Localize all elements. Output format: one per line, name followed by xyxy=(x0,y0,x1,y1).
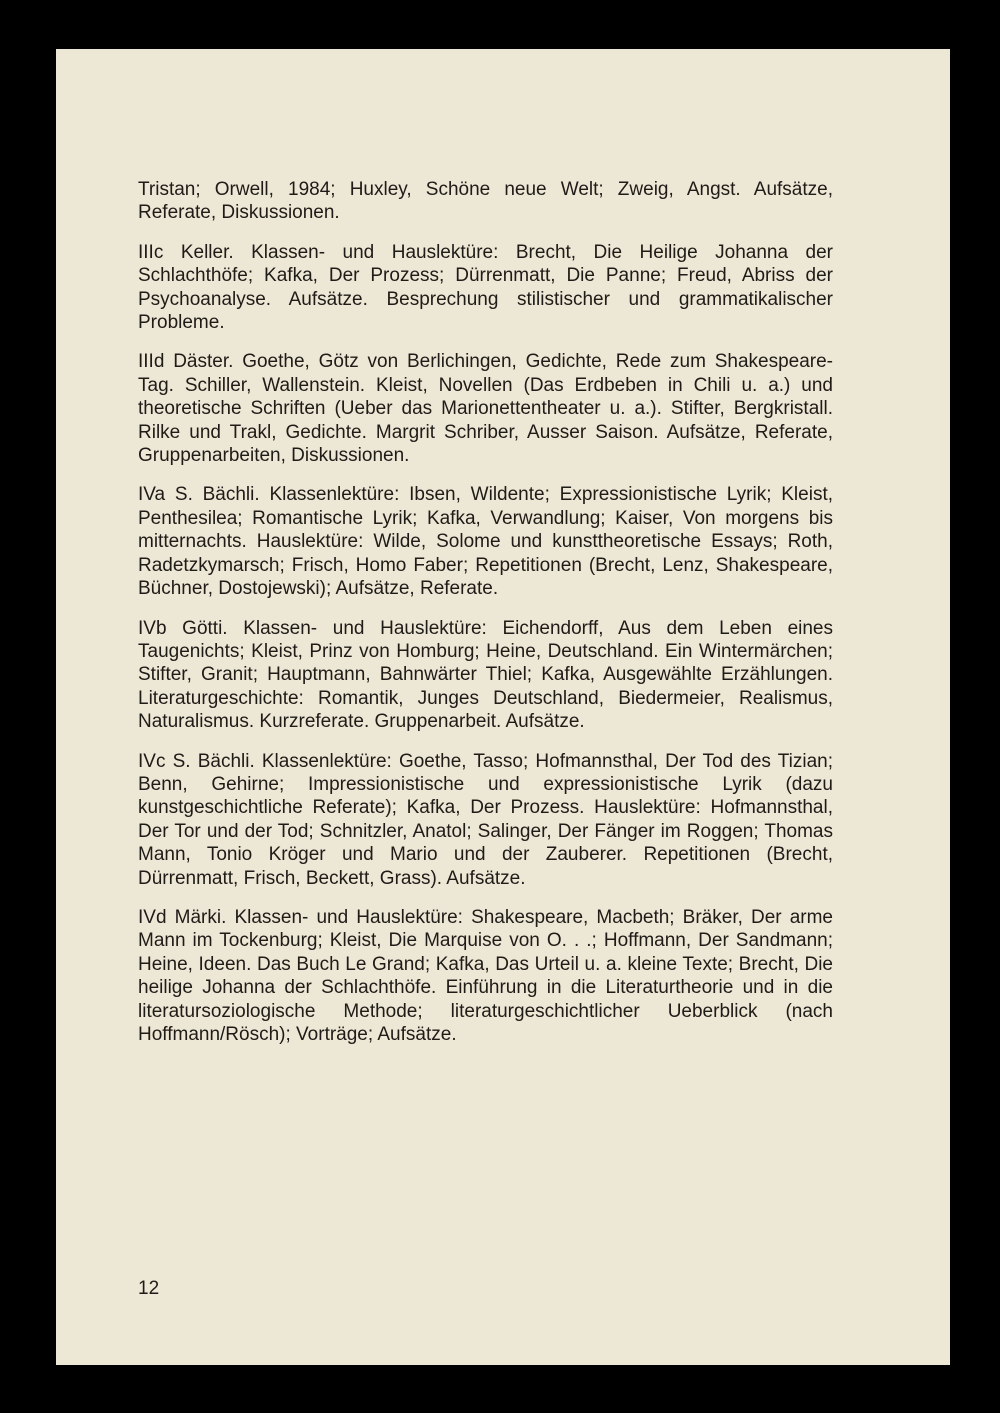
paragraph-iiid-daester: IIId Däster. Goethe, Götz von Berlichingen, Gedichte, Rede zum Shakespeare-Tag. Schiller, Wallenstein. Kleist, Novellen (Das Erdbeben in Chili u. a.) und theoretische Schriften (Ueber das Marionettentheater u. a.). Stifter, Bergkristall. Rilke und Trakl, Gedichte. Margrit Schriber, Ausser Saison. Aufsätze, Referate, Gruppenarbeiten, Diskussionen. xyxy=(138,351,833,467)
paragraph-iiic-keller: IIIc Keller. Klassen- und Hauslektüre: Brecht, Die Heilige Johanna der Schlachthöfe; Kafka, Der Prozess; Dürrenmatt, Die Panne; Freud, Abriss der Psychoanalyse. Aufsätze. Besprechung stilistischer und grammatikalischer Probleme. xyxy=(138,241,833,334)
body-text xyxy=(138,178,833,1062)
page-number: 12 xyxy=(138,1278,160,1299)
paragraph-ivd-maerki: IVd Märki. Klassen- und Hauslektüre: Shakespeare, Macbeth; Bräker, Der arme Mann im Tockenburg; Kleist, Die Marquise von O. . .; Hoffmann, Der Sandmann; Heine, Ideen. Das Buch Le Grand; Kafka, Das Urteil u. a. kleine Texte; Brecht, Die heilige Johanna der Schlachthöfe. Einführung in die Literaturtheorie und in die literatursoziologische Methode; literaturgeschichtlicher Ueberblick (nach Hoffmann/Rösch); Vorträge; Aufsätze. xyxy=(138,906,833,1045)
paragraph-ivc-baechli: IVc S. Bächli. Klassenlektüre: Goethe, Tasso; Hofmannsthal, Der Tod des Tizian; Benn, Gehirne; Impressionistische und expressionistische Lyrik (dazu kunstgeschichtliche Referate); Kafka, Der Prozess. Hauslektüre: Hofmannsthal, Der Tor und der Tod; Schnitzler, Anatol; Salinger, Der Fänger im Roggen; Thomas Mann, Tonio Kröger und Mario und der Zauberer. Repetitionen (Brecht, Dürrenmatt, Frisch, Beckett, Grass). Aufsätze. xyxy=(138,750,833,889)
paragraph-continuation: Tristan; Orwell, 1984; Huxley, Schöne neue Welt; Zweig, Angst. Aufsätze, Referate, Diskussionen. xyxy=(138,179,833,224)
paragraph-iva-baechli: IVa S. Bächli. Klassenlektüre: Ibsen, Wildente; Expressionistische Lyrik; Kleist, Penthesilea; Romantische Lyrik; Kafka, Verwandlung; Kaiser, Von morgens bis mitternachts. Hauslektüre: Wilde, Solome und kunsttheoretische Essays; Roth, Radetzkymarsch; Frisch, Homo Faber; Repetitionen (Brecht, Lenz, Shakespeare, Büchner, Dostojewski); Aufsätze, Referate. xyxy=(138,484,833,600)
document-page xyxy=(56,49,950,1365)
paragraph-ivb-goetti: IVb Götti. Klassen- und Hauslektüre: Eichendorff, Aus dem Leben eines Taugenichts; Kleist, Prinz von Homburg; Heine, Deutschland. Ein Wintermärchen; Stifter, Granit; Hauptmann, Bahnwärter Thiel; Kafka, Ausgewählte Erzählungen. Literaturgeschichte: Romantik, Junges Deutschland, Biedermeier, Realismus, Naturalismus. Kurzreferate. Gruppenarbeit. Aufsätze. xyxy=(138,617,833,733)
